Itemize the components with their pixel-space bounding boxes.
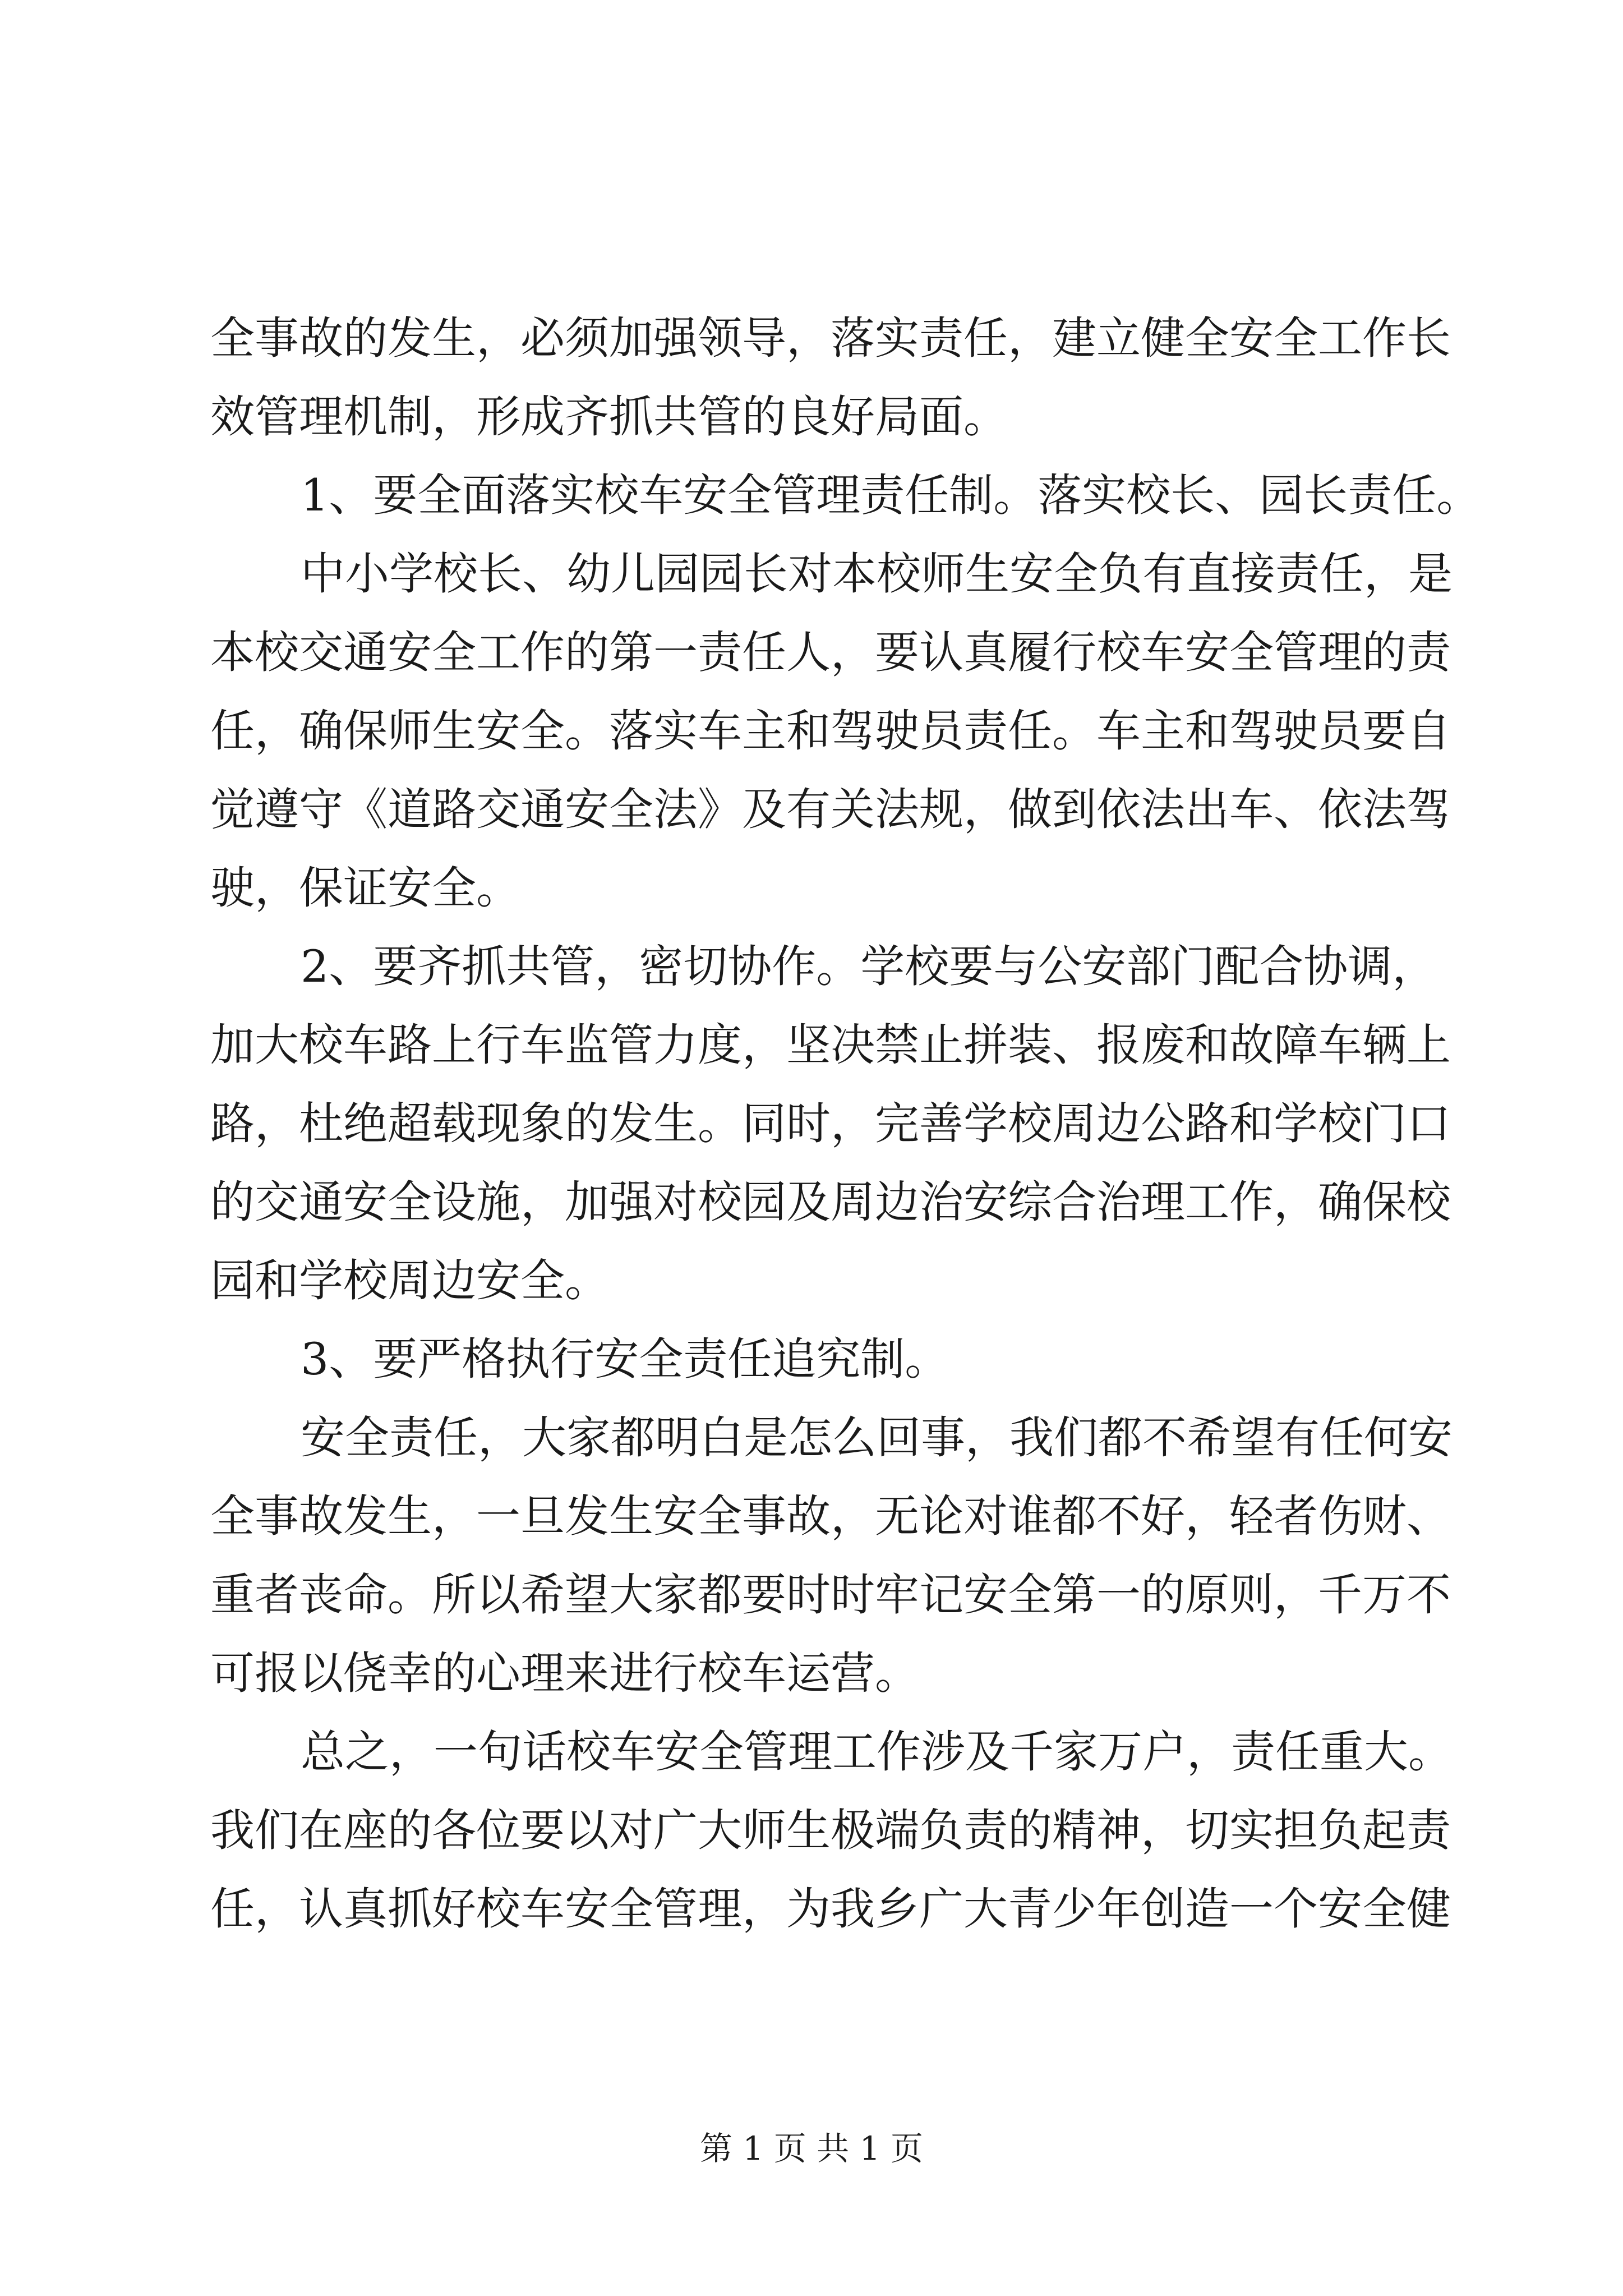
text-line: 总之，一句话校车安全管理工作涉及千家万户，责任重大。 — [301, 1726, 1453, 1778]
text-line: 驶，保证安全。 — [210, 862, 520, 914]
text-line: 中小学校长、幼儿园园长对本校师生安全负有直接责任，是 — [301, 548, 1453, 600]
text-line: 全事故的发生，必须加强领导，落实责任，建立健全安全工作长 — [210, 312, 1451, 364]
page-number-footer: 第 1 页 共 1 页 — [700, 2129, 923, 2168]
text-line: 觉遵守《道路交通安全法》及有关法规，做到依法出车、依法驾 — [210, 784, 1451, 835]
text-line: 本校交通安全工作的第一责任人，要认真履行校车安全管理的责 — [210, 627, 1451, 678]
text-line: 任，认真抓好校车安全管理，为我乡广大青少年创造一个安全健 — [210, 1883, 1451, 1935]
text-line: 我们在座的各位要以对广大师生极端负责的精神，切实担负起责 — [210, 1805, 1451, 1856]
text-line: 路，杜绝超载现象的发生。同时，完善学校周边公路和学校门口 — [210, 1098, 1451, 1149]
text-line: 重者丧命。所以希望大家都要时时牢记安全第一的原则，千万不 — [210, 1569, 1451, 1621]
text-line: 的交通安全设施，加强对校园及周边治安综合治理工作，确保校 — [210, 1176, 1451, 1228]
text-line: 加大校车路上行车监管力度，坚决禁止拼装、报废和故障车辆上 — [210, 1019, 1451, 1071]
text-line: 全事故发生，一旦发生安全事故，无论对谁都不好，轻者伤财、 — [210, 1490, 1451, 1542]
text-line: 安全责任，大家都明白是怎么回事，我们都不希望有任何安 — [301, 1412, 1453, 1464]
text-line: 任，确保师生安全。落实车主和驾驶员责任。车主和驾驶员要自 — [210, 705, 1451, 757]
text-line: 2、要齐抓共管，密切协作。学校要与公安部门配合协调， — [301, 941, 1437, 992]
text-line: 园和学校周边安全。 — [210, 1255, 609, 1306]
text-line: 1、要全面落实校车安全管理责任制。落实校长、园长责任。 — [301, 470, 1481, 521]
text-line: 效管理机制，形成齐抓共管的良好局面。 — [210, 391, 1008, 443]
text-line: 可报以侥幸的心理来进行校车运营。 — [210, 1648, 919, 1699]
text-line: 3、要严格执行安全责任追究制。 — [301, 1333, 949, 1385]
